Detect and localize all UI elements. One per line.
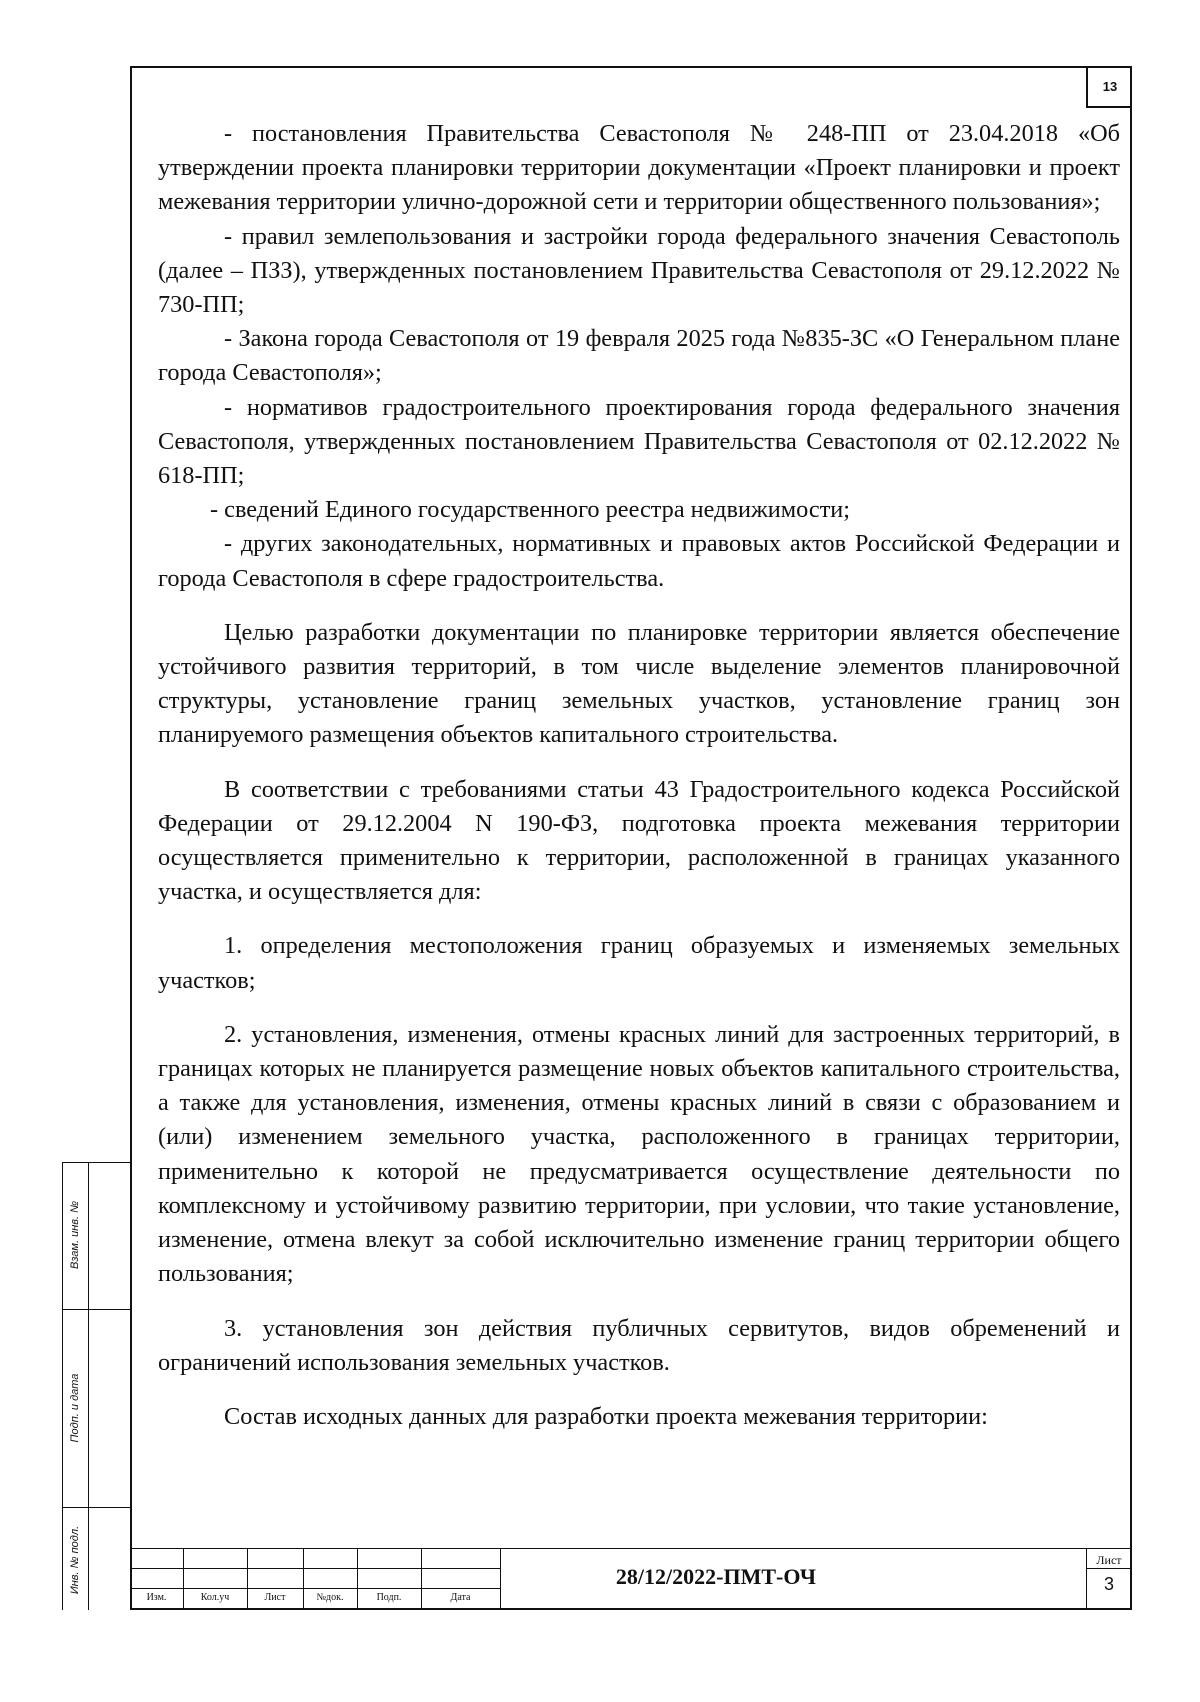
document-body xyxy=(158,117,1120,1434)
side-label-podp-data: Подп. и дата xyxy=(69,1373,81,1443)
paragraph-8: В соответствии с требованиями статьи 43 Градостроительного кодекса Российской Федерации от 29.12.2004 N 190-ФЗ, подготовка проекта межевания территории осуществляется применительно к территории, расположенной в границах указанного участка, и осуществляется для: xyxy=(158,775,1120,906)
paragraph-2: - правил землепользования и застройки города федерального значения Севастополь (далее – ПЗЗ), утвержденных постановлением Правительства Севастополя от 29.12.2022 № 730-ПП; xyxy=(158,222,1120,319)
stamp-col-podp: Подп. xyxy=(376,1592,402,1603)
sheet-label: Лист xyxy=(1096,1553,1122,1567)
stamp-line xyxy=(130,1568,500,1569)
side-border xyxy=(62,1162,63,1610)
document-code: 28/12/2022-ПМТ-ОЧ xyxy=(615,1564,817,1589)
paragraph-7: Целью разработки документации по планировке территории является обеспечение устойчивого развития территорий, в том числе выделение элементов планировочной структуры, установление границ земельных участков, установление границ зон планируемого размещения объектов капитального строительства. xyxy=(158,618,1120,749)
stamp-col-data: Дата xyxy=(450,1592,471,1603)
stamp-line xyxy=(130,1588,500,1589)
paragraph-5: - сведений Единого государственного реестра недвижимости; xyxy=(210,496,851,524)
paragraph-1: - постановления Правительства Севастополя № 248-ПП от 23.04.2018 «Об утверждении проекта планировки территории документации «Проект планировки и проект межевания территории улично-дорожной сети и территории общественного пользования»; xyxy=(158,120,1120,216)
stamp-col-ndok: №док. xyxy=(316,1592,344,1603)
paragraph-10: 2. установления, изменения, отмены красных линий для застроенных территорий, в границах которых не планируется размещение новых объектов капитального строительства, а также для установления, изменения, отмены красных линий в связи с образованием и (или) изменением земельного участка, расположенного в границах территории, применительно к которой не предусматривается осуществление деятельности по комплексному и устойчивому развитию территории, при условии, что такие установление, изменение, отмена влекут за собой исключительно изменение границ территории общего пользования; xyxy=(158,1020,1120,1288)
stamp-line xyxy=(130,1548,1132,1549)
paragraph-9: 1. определения местоположения границ образуемых и изменяемых земельных участков; xyxy=(158,932,1120,994)
side-row-divider xyxy=(62,1507,132,1508)
stamp-col-koluch: Кол.уч xyxy=(200,1592,230,1603)
paragraph-11: 3. установления зон действия публичных сервитутов, видов обременений и ограничений использования земельных участков. xyxy=(158,1314,1120,1376)
side-strip xyxy=(62,1162,132,1610)
side-row-divider xyxy=(62,1162,132,1163)
paragraph-3: - Закона города Севастополя от 19 февраля 2025 года №835-ЗС «О Генеральном плане города Севастополя»; xyxy=(158,325,1120,387)
page-number: 13 xyxy=(1086,66,1132,108)
paragraph-6: - других законодательных, нормативных и правовых актов Российской Федерации и города Севастополя в сфере градостроительства. xyxy=(158,530,1120,592)
paragraph-4: - нормативов градостроительного проектирования города федерального значения Севастополя, утвержденных постановлением Правительства Севастополя от 02.12.2022 № 618-ПП; xyxy=(158,393,1120,490)
paragraph-12: Состав исходных данных для разработки проекта межевания территории: xyxy=(224,1402,988,1430)
side-row-divider xyxy=(62,1309,132,1310)
sheet-number: 3 xyxy=(1103,1574,1114,1594)
side-divider xyxy=(88,1162,89,1610)
stamp-col-list: Лист xyxy=(264,1592,286,1603)
stamp-col-izm: Изм. xyxy=(146,1592,167,1603)
side-label-vzam-inv: Взам. инв. № xyxy=(69,1200,81,1270)
stamp-line xyxy=(1086,1568,1132,1569)
side-label-inv-podl: Инв. № подл. xyxy=(69,1525,81,1595)
